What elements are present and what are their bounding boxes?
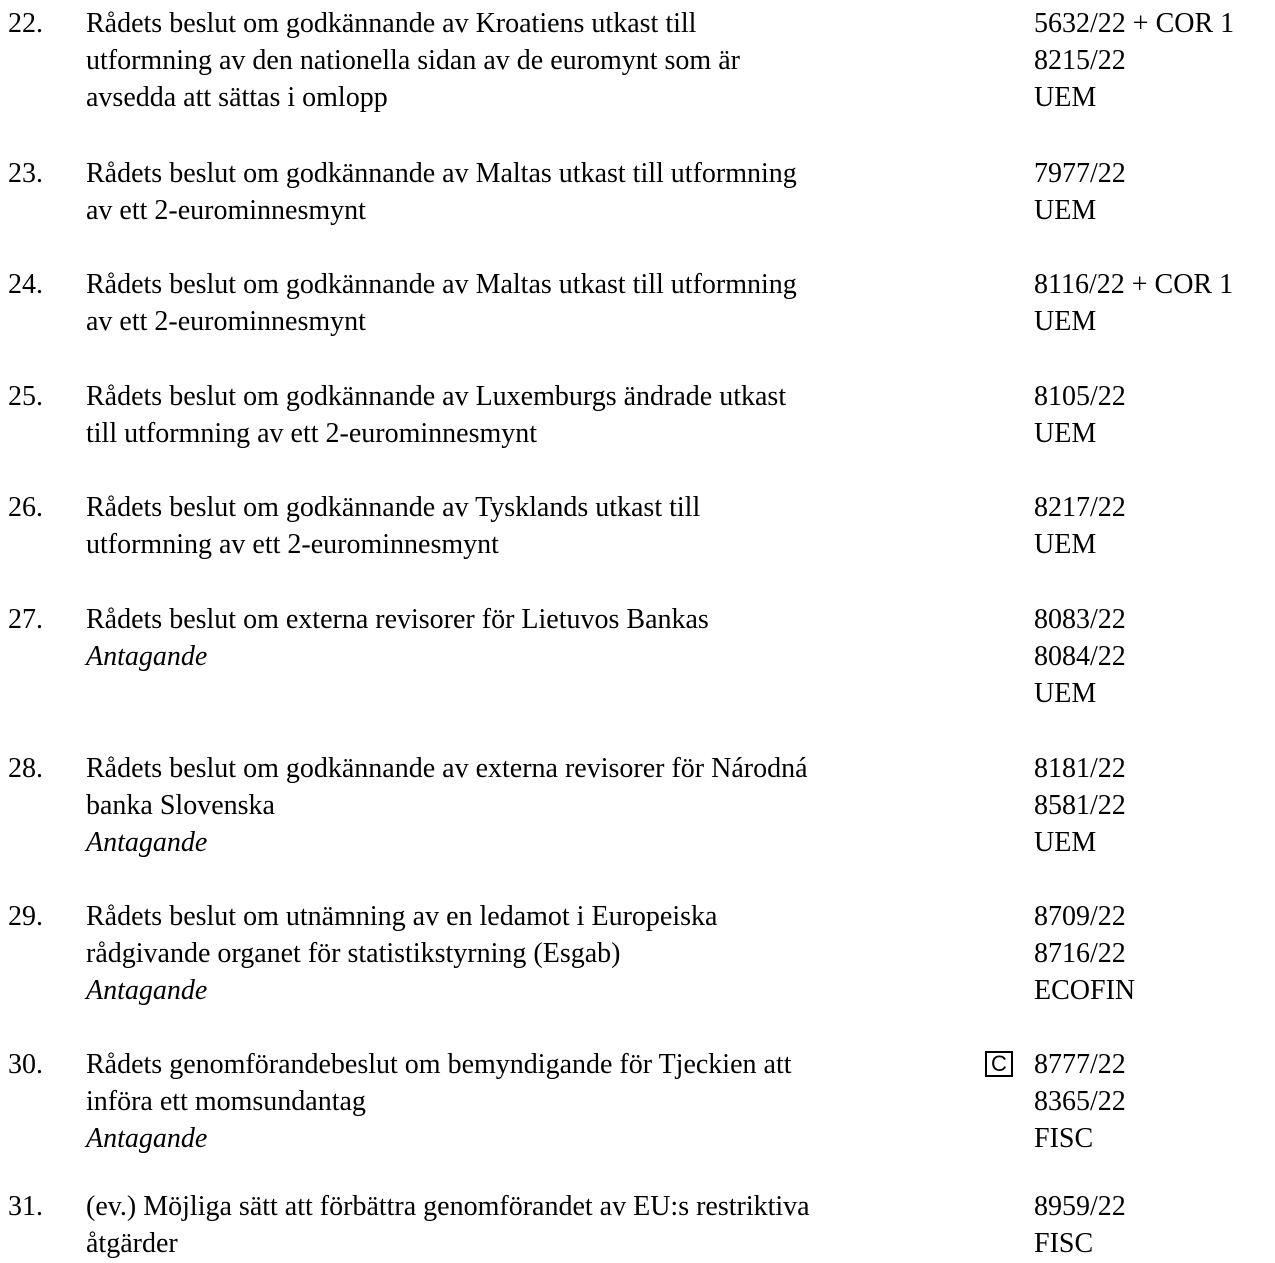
title-line: utformning av ett 2-eurominnesmynt	[86, 529, 499, 560]
item-title	[86, 155, 946, 229]
item-title	[86, 266, 946, 340]
document-reference: 8777/22	[1034, 1049, 1126, 1080]
item-number: 28.	[8, 753, 43, 784]
item-references	[1034, 266, 1233, 340]
document-reference: 8083/22	[1034, 604, 1126, 635]
document-reference: 8716/22	[1034, 938, 1126, 969]
item-title	[86, 898, 946, 1009]
item-number: 27.	[8, 604, 43, 635]
item-references	[1034, 601, 1126, 712]
item-references	[1034, 5, 1234, 116]
working-party-code: UEM	[1034, 418, 1097, 449]
item-status: Antagande	[86, 975, 208, 1006]
item-references	[1034, 1188, 1126, 1262]
item-number: 26.	[8, 492, 43, 523]
item-number: 31.	[8, 1191, 43, 1222]
item-title	[86, 5, 946, 116]
title-line: Rådets beslut om godkännande av Maltas utkast till utformning	[86, 269, 797, 300]
document-reference: 8105/22	[1034, 381, 1126, 412]
c-marker-icon: C	[985, 1051, 1013, 1077]
title-line: Rådets beslut om godkännande av Maltas utkast till utformning	[86, 158, 797, 189]
title-line: till utformning av ett 2-eurominnesmynt	[86, 418, 538, 449]
title-line: Rådets beslut om utnämning av en ledamot i Europeiska	[86, 901, 718, 932]
working-party-code: UEM	[1034, 827, 1097, 858]
item-status: Antagande	[86, 1123, 208, 1154]
item-status: Antagande	[86, 827, 208, 858]
working-party-code: FISC	[1034, 1123, 1094, 1154]
item-title	[86, 601, 946, 675]
document-reference: 8116/22 + COR 1	[1034, 269, 1234, 300]
working-party-code: UEM	[1034, 678, 1097, 709]
item-references	[1034, 898, 1135, 1009]
document-reference: 5632/22 + COR 1	[1034, 8, 1235, 39]
working-party-code: FISC	[1034, 1228, 1094, 1259]
item-references	[1034, 155, 1126, 229]
title-line: Rådets beslut om externa revisorer för Lietuvos Bankas	[86, 604, 709, 635]
title-line: införa ett momsundantag	[86, 1086, 366, 1117]
working-party-code: UEM	[1034, 82, 1097, 113]
title-line: Rådets beslut om godkännande av externa revisorer för Národná	[86, 753, 808, 784]
document-reference: 8709/22	[1034, 901, 1126, 932]
item-references	[1034, 1046, 1126, 1157]
title-line: åtgärder	[86, 1228, 178, 1259]
item-title	[86, 750, 946, 861]
title-line: (ev.) Möjliga sätt att förbättra genomförandet av EU:s restriktiva	[86, 1191, 810, 1222]
working-party-code: UEM	[1034, 529, 1097, 560]
document-reference: 8581/22	[1034, 790, 1126, 821]
document-reference: 7977/22	[1034, 158, 1126, 189]
title-line: Rådets beslut om godkännande av Luxemburgs ändrade utkast	[86, 381, 787, 412]
item-number: 30.	[8, 1049, 43, 1080]
item-number: 23.	[8, 158, 43, 189]
title-line: banka Slovenska	[86, 790, 275, 821]
document-reference: 8181/22	[1034, 753, 1126, 784]
working-party-code: UEM	[1034, 195, 1097, 226]
item-title	[86, 1188, 946, 1262]
item-number: 29.	[8, 901, 43, 932]
item-title	[86, 1046, 946, 1157]
document-reference: 8217/22	[1034, 492, 1126, 523]
item-references	[1034, 750, 1126, 861]
working-party-code: ECOFIN	[1034, 975, 1136, 1006]
title-line: rådgivande organet för statistikstyrning (Esgab)	[86, 938, 621, 969]
item-title	[86, 378, 946, 452]
title-line: av ett 2-eurominnesmynt	[86, 306, 366, 337]
item-number: 22.	[8, 8, 43, 39]
item-number: 25.	[8, 381, 43, 412]
title-line: Rådets beslut om godkännande av Tysklands utkast till	[86, 492, 701, 523]
document-reference: 8215/22	[1034, 45, 1126, 76]
document-reference: 8365/22	[1034, 1086, 1126, 1117]
item-references	[1034, 489, 1126, 563]
item-title	[86, 489, 946, 563]
item-references	[1034, 378, 1126, 452]
working-party-code: UEM	[1034, 306, 1097, 337]
item-status: Antagande	[86, 641, 208, 672]
document-reference: 8959/22	[1034, 1191, 1126, 1222]
title-line: av ett 2-eurominnesmynt	[86, 195, 366, 226]
title-line: utformning av den nationella sidan av de euromynt som är	[86, 45, 740, 76]
title-line: Rådets beslut om godkännande av Kroatiens utkast till	[86, 8, 697, 39]
document-reference: 8084/22	[1034, 641, 1126, 672]
title-line: Rådets genomförandebeslut om bemyndigande för Tjeckien att	[86, 1049, 792, 1080]
item-number: 24.	[8, 269, 43, 300]
title-line: avsedda att sättas i omlopp	[86, 82, 388, 113]
